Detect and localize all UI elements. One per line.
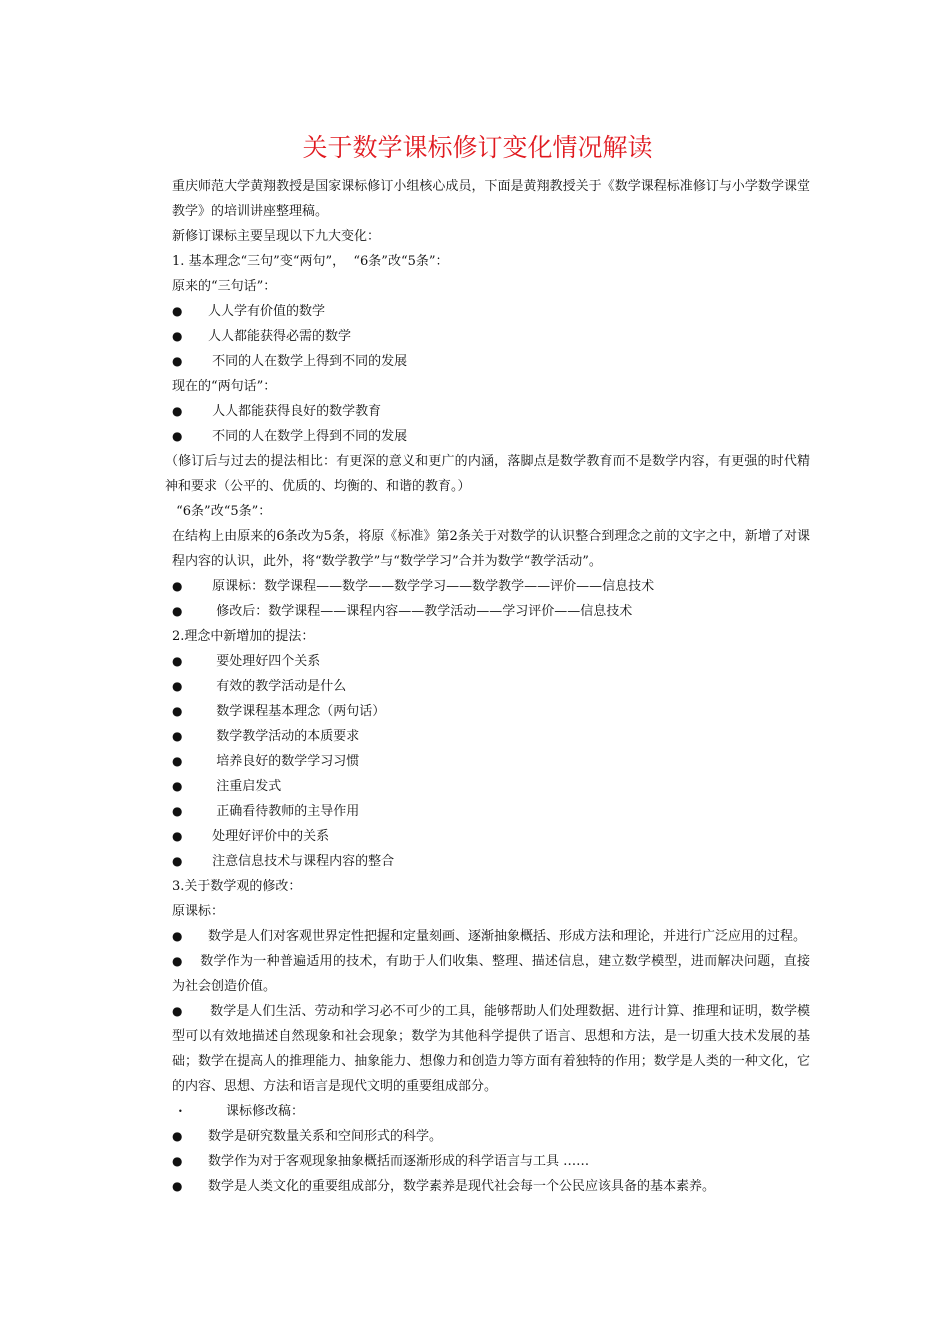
list-item: • 课标修改稿： (145, 1099, 810, 1124)
list-item: ● 有效的教学活动是什么 (145, 674, 810, 699)
bullet-icon: ● (172, 954, 183, 968)
list-item: ● 处理好评价中的关系 (145, 824, 810, 849)
list-item: ● 人人都能获得必需的数学 (145, 324, 810, 349)
section-1-note: （修订后与过去的提法相比：有更深的意义和更广的内涵，落脚点是数学教育而不是数学内容，有更强的时代精神和要求（公平的、优质的、均衡的、和谐的教育。） (165, 454, 810, 494)
bullet-icon: ● (172, 1129, 183, 1143)
bullet-icon: ● (172, 604, 183, 618)
list-item: ● 数学是研究数量关系和空间形式的科学。 (145, 1124, 810, 1149)
list-item: ● 人人学有价值的数学 (145, 299, 810, 324)
bullet-icon: ● (172, 654, 183, 668)
section-3-original-label: 原课标： (172, 904, 225, 919)
section-1-heading: 1. 基本理念“三句”变“两句”， “6条”改“5条”： (172, 254, 449, 269)
bullet-icon: ● (172, 429, 183, 443)
list-item: ● 不同的人在数学上得到不同的发展 (145, 349, 810, 374)
page-title: 关于数学课标修订变化情况解读 (302, 133, 653, 162)
bullet-icon: ● (172, 829, 183, 843)
list-item: ● 数学作为对于客观现象抽象概括而逐渐形成的科学语言与工具 …… (145, 1149, 810, 1174)
section-1-original-label: 原来的“三句话”： (172, 279, 277, 294)
bullet-icon: • (178, 1107, 183, 1116)
bullet-icon: ● (172, 1154, 183, 1168)
list-item: ● 数学是人类文化的重要组成部分，数学素养是现代社会每一个公民应该具备的基本素养。 (145, 1174, 810, 1199)
bullet-icon: ● (172, 704, 183, 718)
bullet-icon: ● (172, 729, 183, 743)
section-1-new-label: 现在的“两句话”： (172, 379, 277, 394)
bullet-icon: ● (172, 854, 183, 868)
bullet-icon: ● (172, 304, 183, 318)
list-item: ● 要处理好四个关系 (145, 649, 810, 674)
list-item: ● 不同的人在数学上得到不同的发展 (145, 424, 810, 449)
bullet-icon: ● (172, 1004, 183, 1018)
list-item: ● 原课标：数学课程——数学——数学学习——数学教学——评价——信息技术 (145, 574, 810, 599)
list-item: ● 修改后：数学课程——课程内容——教学活动——学习评价——信息技术 (145, 599, 810, 624)
bullet-icon: ● (172, 754, 183, 768)
document-page (145, 128, 810, 1199)
section-1-sub-heading: “6条”改“5条”： (172, 504, 272, 519)
bullet-icon: ● (172, 404, 183, 418)
list-item: ● 人人都能获得良好的数学教育 (145, 399, 810, 424)
list-item: ● 数学是人们生活、劳动和学习必不可少的工具，能够帮助人们处理数据、进行计算、推理和证明，数学模型可以有效地描述自然现象和社会现象；数学为其他科学提供了语言、思想和方法，是一切重大技术发展的基础；数学在提高人的推理能力、抽象能力、想像力和创造力等方面有着独特的作用；数学是人类的一种文化，它的内容、思想、方法和语言是现代文明的重要组成部分。 (145, 999, 810, 1099)
bullet-icon: ● (172, 804, 183, 818)
section-3-heading: 3.关于数学观的修改： (172, 879, 302, 894)
list-item: ● 数学作为一种普遍适用的技术，有助于人们收集、整理、描述信息，建立数学模型，进而解决问题，直接为社会创造价值。 (145, 949, 810, 999)
bullet-icon: ● (172, 1179, 183, 1193)
list-item: ● 数学课程基本理念（两句话） (145, 699, 810, 724)
list-item: ● 注重启发式 (145, 774, 810, 799)
bullet-icon: ● (172, 579, 183, 593)
bullet-icon: ● (172, 779, 183, 793)
bullet-icon: ● (172, 354, 183, 368)
section-1-sub-text: 在结构上由原来的6条改为5条，将原《标准》第2条关于对数学的认识整合到理念之前的文字之中，新增了对课程内容的认识，此外，将“数学教学”与“数学学习”合并为数学“教学活动”。 (172, 529, 810, 569)
section-2-heading: 2.理念中新增加的提法： (172, 629, 315, 644)
list-item: ● 正确看待教师的主导作用 (145, 799, 810, 824)
list-item: ● 培养良好的数学学习习惯 (145, 749, 810, 774)
list-item: ● 注意信息技术与课程内容的整合 (145, 849, 810, 874)
bullet-icon: ● (172, 329, 183, 343)
bullet-icon: ● (172, 679, 183, 693)
lead-paragraph: 新修订课标主要呈现以下九大变化： (172, 229, 381, 244)
intro-paragraph: 重庆师范大学黄翔教授是国家课标修订小组核心成员，下面是黄翔教授关于《数学课程标准修订与小学数学课堂教学》的培训讲座整理稿。 (172, 179, 810, 219)
list-item: ● 数学是人们对客观世界定性把握和定量刻画、逐渐抽象概括、形成方法和理论，并进行广泛应用的过程。 (145, 924, 810, 949)
list-item: ● 数学教学活动的本质要求 (145, 724, 810, 749)
bullet-icon: ● (172, 929, 183, 943)
